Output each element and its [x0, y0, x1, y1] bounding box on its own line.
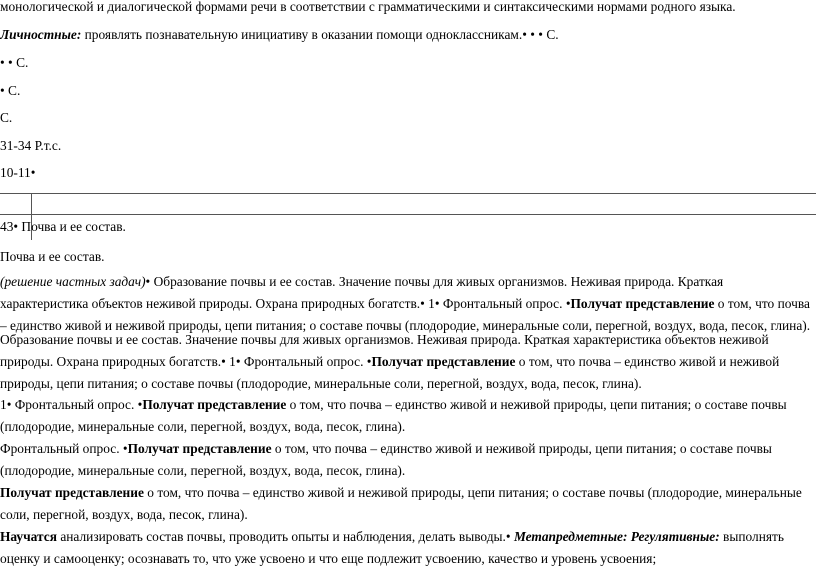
- lesson-heading: Почва и ее состав.: [0, 249, 105, 264]
- text-line-pages: 10-11•: [0, 165, 36, 180]
- para1-text2: о том, что почва – единство живой и неживой природы, цепи питания; о составе почвы (плодородие, минеральные соли, перегной, воздух, вода, песок, глина).: [0, 296, 811, 333]
- text-line-speech: монологической и диалогической формами речи в соответствии с грамматическими и синтаксическими нормами родного языка.: [0, 0, 736, 14]
- para3-bold: Получат представление: [142, 397, 287, 412]
- para6-meta-label: Метапредметные: Регулятивные:: [513, 529, 720, 544]
- text-line-bullets-2: • • С.: [0, 55, 29, 70]
- para4-bold: Получат представление: [127, 441, 272, 456]
- para6-text2: выполнять оценку и самооценку; осознавать то, что уже усвоено и что еще подлежит усвоению, качество и уровень усвоения;: [0, 529, 784, 566]
- personal-text: проявлять познавательную инициативу в оказании помощи одноклассникам.: [81, 27, 523, 42]
- paragraph-5: [0, 482, 812, 526]
- personal-tail: • • • С.: [522, 27, 559, 42]
- text-line-c: С.: [0, 110, 13, 125]
- table-border-mid: [0, 214, 816, 215]
- para3-text1: 1• Фронтальный опрос. •: [0, 397, 143, 412]
- paragraph-4: [0, 438, 812, 482]
- para1-text1: • Образование почвы и ее состав. Значение почвы для живых организмов. Неживая природа. Краткая характеристика объектов неживой природы. Охрана природных богатств.• 1• Фронтальный опрос. •: [0, 274, 724, 311]
- paragraph-2: [0, 329, 812, 395]
- para5-bold: Получат представление: [0, 485, 144, 500]
- para4-text2: о том, что почва – единство живой и неживой природы, цепи питания; о составе почвы (плодородие, минеральные соли, перегной, воздух, вода, песок, глина).: [0, 441, 772, 478]
- para6-bold: Научатся: [0, 529, 57, 544]
- paragraph-1: [0, 271, 812, 337]
- personal-label: Личностные:: [0, 27, 82, 42]
- text-line-personal: [0, 24, 812, 46]
- para1-bold: Получат представление: [570, 296, 715, 311]
- para4-text1: Фронтальный опрос. •: [0, 441, 128, 456]
- paragraph-6: [0, 526, 812, 570]
- para2-bold: Получат представление: [371, 354, 516, 369]
- table-border-top: [0, 193, 816, 194]
- paragraph-3: [0, 394, 812, 438]
- para5-text2: о том, что почва – единство живой и неживой природы, цепи питания; о составе почвы (плодородие, минеральные соли, перегной, воздух, вода, песок, глина).: [0, 485, 802, 522]
- row-label: 43• Почва и ее состав.: [0, 219, 126, 234]
- para6-text1: анализировать состав почвы, проводить опыты и наблюдения, делать выводы.•: [56, 529, 514, 544]
- para2-text1: Образование почвы и ее состав. Значение почвы для живых организмов. Неживая природа. Краткая характеристика объектов неживой природы. Охрана природных богатств.• 1• Фронтальный опрос. •: [0, 332, 769, 369]
- para1-lead: (решение частных задач): [0, 274, 146, 289]
- text-line-workbook: 31-34 Р.т.с.: [0, 138, 62, 153]
- text-line-bullets-1: • С.: [0, 83, 21, 98]
- para2-text2: о том, что почва – единство живой и неживой природы, цепи питания; о составе почвы (плодородие, минеральные соли, перегной, воздух, вода, песок, глина).: [0, 354, 780, 391]
- para3-text2: о том, что почва – единство живой и неживой природы, цепи питания; о составе почвы (плодородие, минеральные соли, перегной, воздух, вода, песок, глина).: [0, 397, 787, 434]
